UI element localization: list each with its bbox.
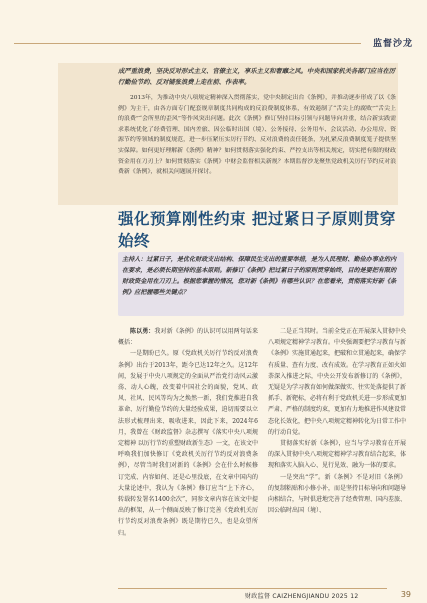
paragraph-text: 贯彻落实好新《条例》，应当与学习教育在开展的深入贯彻中央八项规定精神学习教育结合起来，体现和落实入脑入心、见行见效、融为一体的要求。 <box>268 440 407 470</box>
page-footer <box>0 588 427 603</box>
paragraph <box>268 438 406 472</box>
paragraph <box>268 326 406 438</box>
footer-rule <box>118 588 387 589</box>
host-label: 主持人： <box>122 256 147 263</box>
intro-body: 2013年，为推动中央八项规定精神深入贯彻落实，党中央制定出台《条例》，并推动逐步形成了以《条例》为主干，由各方面专门配套规章制度共同构成的反浪费制度体系，有效遏制了“舌尖上的腐败”“舌尖上的浪费”“会所里的歪风”等作风突出问题。此次《条例》修订坚持目标引领与问题导向并重，结合新实践需求系统优化了经费管理、国内差旅、因公临时出国（境）、公务接待、公务用车、会议活动、办公用房、资源节约等领域的制度规范，进一步压紧压实厉行节约、反对浪费的责任链条，为扎紧反浪费制度笼子提供坚实保障。如何更好理解新《条例》精神？如何贯彻落实强化约束、严控支出等相关规定，切实把有限的财政资金用在刀刃上？如何贯彻落实《条例》中财会监督相关新规？本期监督沙龙聚焦党政机关厉行节约反对浪费新《条例》，就相关问题展开探讨。 <box>118 95 396 176</box>
right-column <box>268 326 406 516</box>
paragraph-text: 二是正当其时。当前全党正在开展深入贯彻中央八项规定精神学习教育。中央强调要把学习教育与新《条例》实施贯通起来，把破和立贯通起来，确保学有质量、查有力度、改有成效。在学习教育正如火如荼深入推进之际，中央公开发布新修订的《条例》，无疑是为学习教育如何做深做实、往实处落提供了新抓手、新靶标，必将有利于党政机关进一步形成更加严肃、严格的制度约束，更加有力地推进作风建设常态化长效化，把中央八项规定精神转化为日常工作中的行动自觉。 <box>268 328 407 436</box>
top-bar <box>0 0 427 40</box>
paragraph-text: 一是期盼已久。原《党政机关厉行节约反对浪费条例》出台于2013年，距今已达12年之久。这12年间，发展于中央八项规定的全面从严治党行动风云激荡、动人心魄，改变着中国社会的面貌，党风、政风、社风、民风等均为之焕然一新，我们党推进自我革命、厉行勤俭节约的大量经验成果，迫切需要以立法形式梳理出来、吸收进来，因此下来，2024年6月，我曾在《财政监督》杂志撰写《落实中央八项规定精神 以厉行节约重塑财政新生态》一文，在该文中呼唤我们加快修订《党政机关厉行节约反对浪费条例》，尽管当时我们对新的《条例》会在什么时候修订完成、内容如何、还是心里没底，在文章中国内的大量论述中，我认为《条例》修订应当“上下齐心，转载转发署名1400余次”，同参文章内容在该文中提出的框架，从一个侧面反映了修订完善《党政机关厉行节约反对浪费条例》既是期待已久，也是众望所归。 <box>118 350 258 537</box>
paragraph <box>268 472 406 517</box>
article-headline: 强化预算刚性约束 把过紧日子原则贯穿始终 <box>118 210 396 250</box>
paragraph-text: 一是突出“学”。新《条例》不是对旧《条例》的复制粘贴和小修小补，而是坚持目标导向和问题导向相结合，与时俱进地完善了经费管理、国内差旅、因公临时出国（境）、 <box>268 473 407 515</box>
intro-quote: 成严重浪费，坚决反对形式主义、官僚主义，享乐主义和奢靡之风。中央和国家机关各部门应当在厉行勤俭节约、反对铺张浪费上走在前、作表率。 <box>118 68 396 86</box>
left-column <box>118 326 258 539</box>
paragraph <box>118 326 258 348</box>
paragraph-text: 我对新《条例》的认识可以用两句话来概括： <box>118 328 258 347</box>
paragraph <box>118 348 258 538</box>
header-rule <box>14 43 361 44</box>
journal-name: 财政监督 CAIZHENGJIANDU 2025 12 <box>245 593 359 600</box>
page-number: 39 <box>400 590 411 599</box>
speaker-name: 陈以勇： <box>130 328 155 335</box>
host-question <box>122 254 400 298</box>
section-tag: 监督沙龙 <box>372 39 413 49</box>
host-text: 过紧日子，是优化财政支出结构、保障民生支出的重要举措，是为人民理财、勤俭办事业的内在要求，是必须长期坚持的基本原则。新修订《条例》把过紧日子的原则贯穿始终，目的是要把有限的财政资金用在刀刃上。根据您掌握的情况，您对新《条例》有哪些认识？在您看来，贯彻落实好新《条例》应把握哪些关键点？ <box>122 256 397 296</box>
